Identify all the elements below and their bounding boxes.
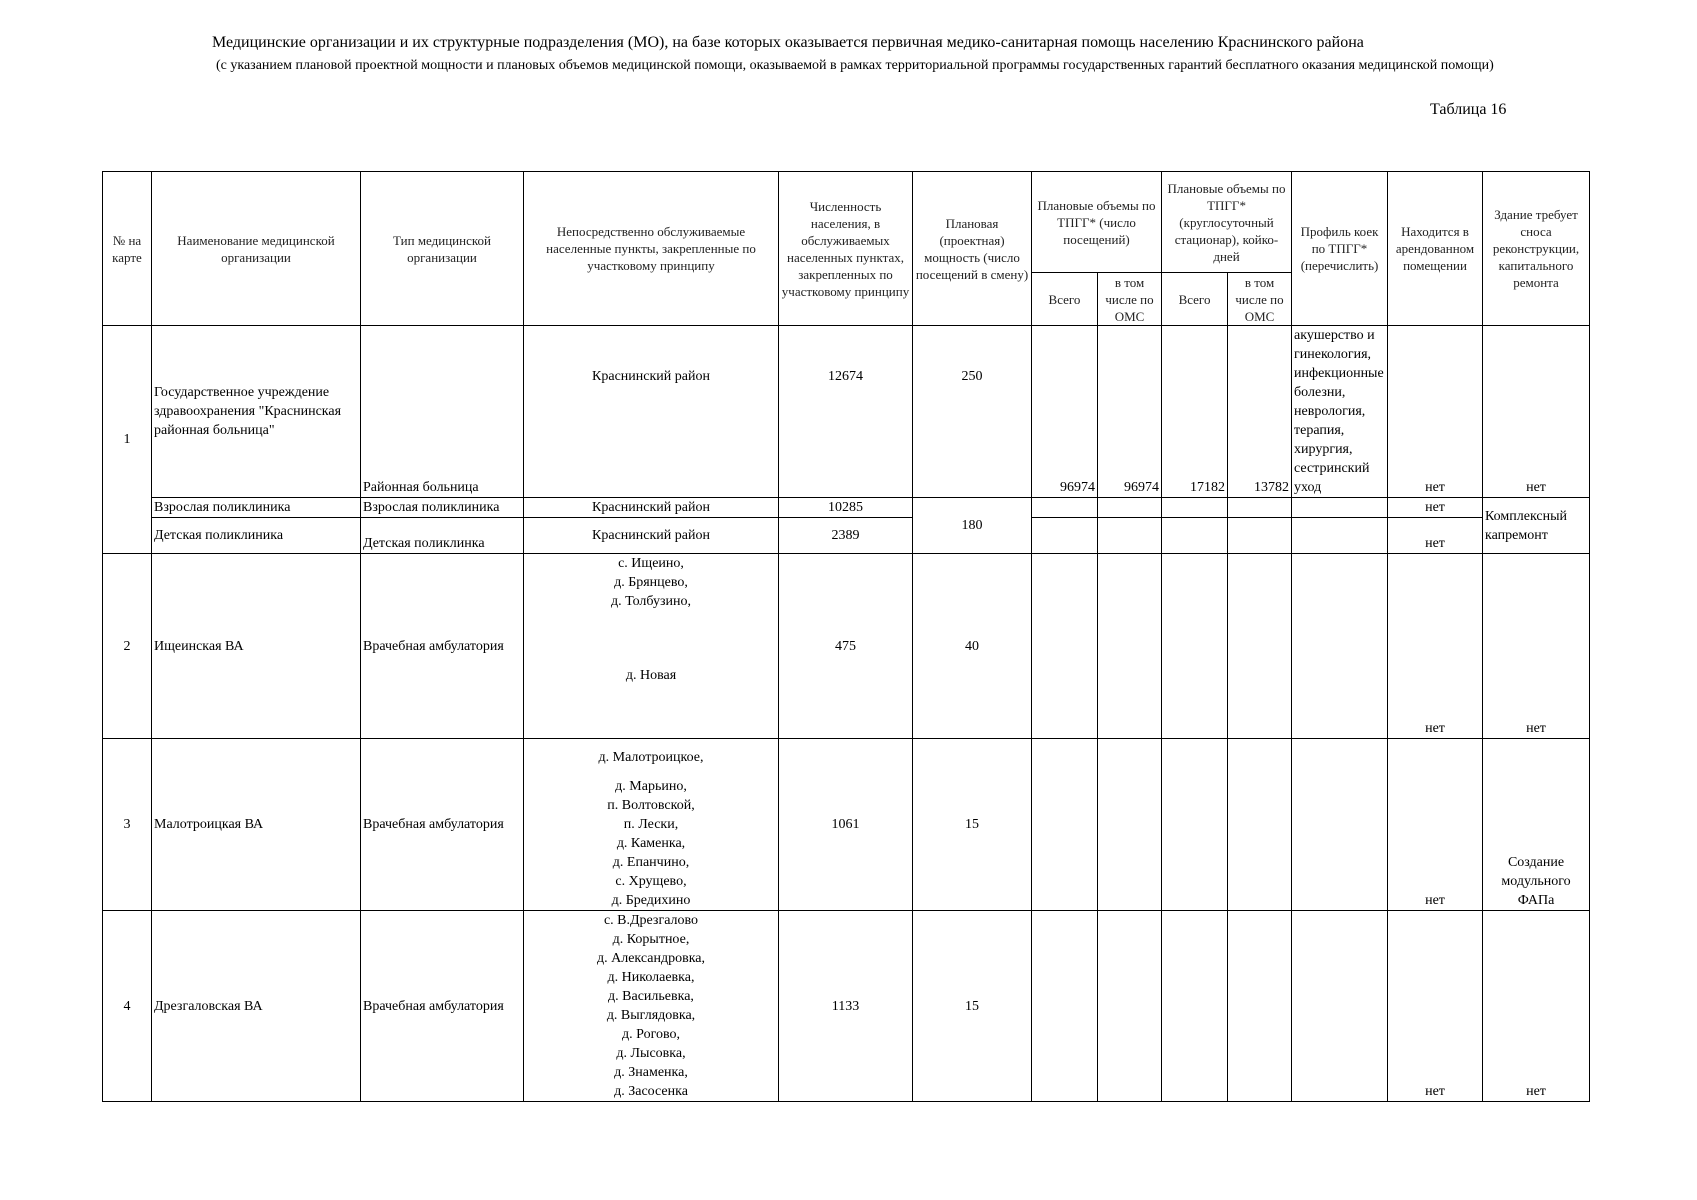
org-type: Взрослая поликлиника	[361, 498, 524, 518]
building-status: Создание модульного ФАПа	[1483, 739, 1590, 911]
capacity: 180	[913, 498, 1032, 554]
header-visits-group: Плановые объемы по ТПГГ* (число посещений)	[1032, 172, 1162, 273]
header-beds-group: Плановые объемы по ТПГГ* (круглосуточный стационар), койко-дней	[1162, 172, 1292, 273]
table-header-row	[103, 172, 1590, 273]
header-num: № на карте	[103, 172, 152, 326]
org-type: Детская поликлинка	[361, 518, 524, 554]
settlement-item: д. Знаменка,	[614, 1065, 688, 1080]
settlement-item: д. Новая	[625, 668, 677, 683]
row-num: 3	[103, 739, 152, 911]
header-rented: Находится в арендованном помещении	[1388, 172, 1483, 326]
empty-cell	[1292, 739, 1388, 911]
org-name: Взрослая поликлиника	[152, 498, 361, 518]
settlement-item: с. В.Дрезгалово	[603, 913, 699, 928]
settlement-item: д. Выглядовка,	[606, 1008, 696, 1023]
rented: нет	[1388, 554, 1483, 739]
rented: нет	[1388, 326, 1483, 498]
header-capacity: Плановая (проектная) мощность (число посещений в смену)	[913, 172, 1032, 326]
population: 1133	[779, 911, 913, 1102]
beds-total: 17182	[1162, 326, 1228, 498]
settlement-item: д. Корытное,	[612, 932, 690, 947]
beds-oms: 13782	[1228, 326, 1292, 498]
capacity: 15	[913, 911, 1032, 1102]
header-beds-oms: в том числе по ОМС	[1228, 273, 1292, 326]
header-settlements: Непосредственно обслуживаемые населенные пункты, закрепленные по участковому принципу	[524, 172, 779, 326]
org-name: Ищеинская ВА	[152, 554, 361, 739]
empty-cell	[1162, 554, 1228, 739]
empty-cell	[1098, 739, 1162, 911]
settlements	[524, 911, 779, 1102]
empty-cell	[1292, 911, 1388, 1102]
population: 1061	[779, 739, 913, 911]
empty-cell	[1098, 518, 1162, 554]
row-num: 4	[103, 911, 152, 1102]
row-num: 2	[103, 554, 152, 739]
empty-cell	[1228, 554, 1292, 739]
empty-cell	[1032, 739, 1098, 911]
table-row	[103, 498, 1590, 518]
capacity: 40	[913, 554, 1032, 739]
settlement-item: п. Волтовской,	[607, 798, 695, 813]
rented: нет	[1388, 518, 1483, 554]
row-num: 1	[103, 326, 152, 554]
settlement-item: с. Хрущево,	[615, 874, 687, 889]
header-population: Численность населения, в обслуживаемых населенных пунктах, закрепленных по участковому принципу	[779, 172, 913, 326]
header-visits-total: Всего	[1032, 273, 1098, 326]
empty-cell	[1032, 911, 1098, 1102]
table-row	[103, 911, 1590, 1102]
empty-cell	[1162, 911, 1228, 1102]
header-name: Наименование медицинской организации	[152, 172, 361, 326]
org-name: Дрезгаловская ВА	[152, 911, 361, 1102]
org-type: Районная больница	[361, 326, 524, 498]
document-subtitle: (с указанием плановой проектной мощности и плановых объемов медицинской помощи, оказываемой в рамках территориальной программы государственных гарантий бесплатного оказания медицинской помощи)	[216, 58, 1494, 73]
empty-cell	[1228, 518, 1292, 554]
table-row	[103, 326, 1590, 498]
header-type: Тип медицинской организации	[361, 172, 524, 326]
capacity: 15	[913, 739, 1032, 911]
settlement-item: д. Епанчино,	[612, 855, 690, 870]
org-name: Государственное учреждение здравоохранения "Краснинская районная больница"	[152, 326, 361, 498]
empty-cell	[1098, 498, 1162, 518]
header-visits-oms: в том числе по ОМС	[1098, 273, 1162, 326]
population: 2389	[779, 518, 913, 554]
population: 12674	[779, 326, 913, 498]
settlement-item: д. Каменка,	[616, 836, 686, 851]
rented: нет	[1388, 498, 1483, 518]
empty-cell	[1292, 498, 1388, 518]
empty-cell	[1032, 498, 1098, 518]
org-type: Врачебная амбулатория	[361, 554, 524, 739]
org-name: Малотроицкая ВА	[152, 739, 361, 911]
empty-cell	[1228, 911, 1292, 1102]
header-bed-profile: Профиль коек по ТПГГ* (перечислить)	[1292, 172, 1388, 326]
settlement-item: с. Ищеино,	[618, 556, 684, 571]
empty-cell	[1098, 554, 1162, 739]
empty-cell	[1292, 518, 1388, 554]
rented: нет	[1388, 911, 1483, 1102]
population: 10285	[779, 498, 913, 518]
settlement-item: д. Толбузино,	[610, 594, 692, 609]
table-label: Таблица 16	[1430, 101, 1507, 118]
empty-cell	[1228, 498, 1292, 518]
building-status: нет	[1483, 911, 1590, 1102]
header-beds-total: Всего	[1162, 273, 1228, 326]
settlements	[524, 554, 779, 739]
settlement-item: д. Александровка,	[596, 951, 705, 966]
empty-cell	[1162, 739, 1228, 911]
empty-cell	[1162, 498, 1228, 518]
empty-cell	[1228, 739, 1292, 911]
settlement-item: д. Засосенка	[614, 1084, 688, 1099]
settlements: Краснинский район	[524, 498, 779, 518]
building-status: Комплексный капремонт	[1483, 498, 1590, 554]
document-title: Медицинские организации и их структурные подразделения (МО), на базе которых оказывается первичная медико-санитарная помощь населению Краснинского района	[212, 34, 1364, 51]
settlement-item: д. Бредихино	[611, 893, 691, 908]
empty-cell	[1162, 518, 1228, 554]
settlements: Краснинский район	[524, 326, 779, 498]
bed-profile: акушерство и гинекология, инфекционные болезни, неврология, терапия, хирургия, сестринский уход	[1292, 326, 1388, 498]
settlement-item: д. Малотроицкое,	[598, 750, 704, 765]
building-status: нет	[1483, 554, 1590, 739]
table-row	[103, 518, 1590, 554]
settlement-item: д. Васильевка,	[608, 989, 694, 1004]
empty-cell	[1098, 911, 1162, 1102]
table-row	[103, 739, 1590, 911]
mo-table	[102, 171, 1590, 1102]
settlement-item: д. Брянцево,	[614, 575, 688, 590]
settlement-item: д. Марьино,	[615, 779, 687, 794]
capacity: 250	[913, 326, 1032, 498]
visits-total: 96974	[1032, 326, 1098, 498]
empty-cell	[1032, 518, 1098, 554]
org-type: Врачебная амбулатория	[361, 739, 524, 911]
settlement-item: д. Лысовка,	[616, 1046, 686, 1061]
settlements	[524, 739, 779, 911]
building-status: нет	[1483, 326, 1590, 498]
empty-cell	[1292, 554, 1388, 739]
table-row	[103, 554, 1590, 739]
empty-cell	[1032, 554, 1098, 739]
org-name: Детская поликлиника	[152, 518, 361, 554]
settlement-item: п. Лески,	[623, 817, 679, 832]
visits-oms: 96974	[1098, 326, 1162, 498]
org-type: Врачебная амбулатория	[361, 911, 524, 1102]
settlement-item: д. Николаевка,	[607, 970, 695, 985]
settlement-item: д. Рогово,	[622, 1027, 680, 1042]
settlements: Краснинский район	[524, 518, 779, 554]
header-building: Здание требует сноса реконструкции, капитального ремонта	[1483, 172, 1590, 326]
rented: нет	[1388, 739, 1483, 911]
population: 475	[779, 554, 913, 739]
